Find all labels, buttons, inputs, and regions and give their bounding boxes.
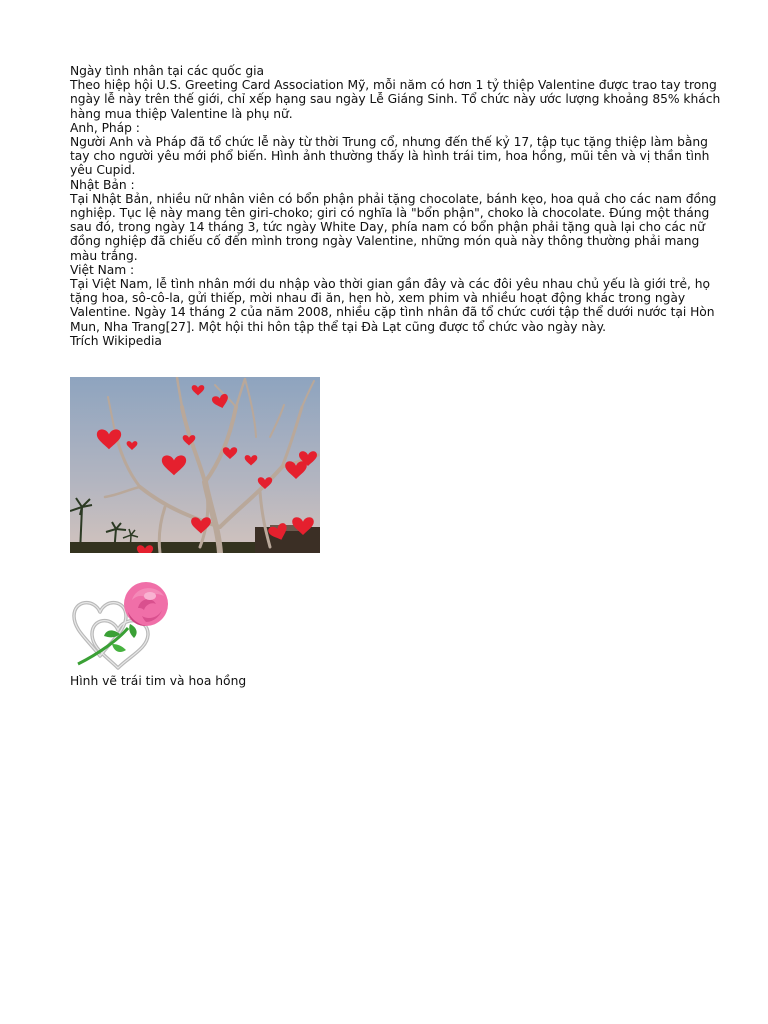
paragraph-uk-france: Người Anh và Pháp đã tổ chức lễ này từ thời Trung cổ, nhưng đến thế kỷ 17, tập tục tặng thiệp làm bằng tay cho người yêu mới phổ biến. Hình ảnh thường thấy là hình trái tim, hoa hồng, mũi tên và vị thần tình yêu Cupid.: [70, 135, 710, 178]
article-body: [70, 64, 730, 348]
paragraph-japan: Tại Nhật Bản, nhiều nữ nhân viên có bổn phận phải tặng chocolate, bánh kẹo, hoa quả cho các nam đồng nghiệp. Tục lệ này mang tên giri-choko; giri có nghĩa là "bổn phận", choko là chocolate. Đúng một tháng sau đó, trong ngày 14 tháng 3, tức ngày White Day, phía nam có bổn phận phải tặng quà lại cho các nữ đồng nghiệp đã chiếu cố đến mình trong ngày Valentine, những món quà này thông thường phải mang màu trắng.: [70, 191, 717, 263]
heading-vietnam: Việt Nam :: [70, 262, 135, 277]
paragraph-intro: Theo hiệp hội U.S. Greeting Card Association Mỹ, mỗi năm có hơn 1 tỷ thiệp Valentine được trao tay trong ngày lễ này trên thế giới, chỉ xếp hạng sau ngày Lễ Giáng Sinh. Tổ chức này ước lượng khoảng 85% khách hàng mua thiệp Valentine là phụ nữ.: [70, 78, 721, 121]
source-citation: Trích Wikipedia: [70, 333, 162, 348]
hearts-rose-icon: [68, 578, 173, 670]
heading-uk-france: Anh, Pháp :: [70, 120, 140, 135]
illustration-caption: Hình vẽ trái tim và hoa hồng: [70, 674, 247, 688]
hearts-tree-photo: [70, 377, 320, 553]
article-title: Ngày tình nhân tại các quốc gia: [70, 64, 264, 78]
heading-japan: Nhật Bản :: [70, 177, 135, 192]
paragraph-vietnam: Tại Việt Nam, lễ tình nhân mới du nhập vào thời gian gần đây và các đôi yêu nhau chủ yếu là giới trẻ, họ tặng hoa, sô-cô-la, gửi thiếp, mời nhau đi ăn, hẹn hò, xem phim và nhiều hoạt động khác trong ngày Valentine. Ngày 14 tháng 2 của năm 2008, nhiều cặp tình nhân đã tổ chức cưới tập thể dưới nước tại Hòn Mun, Nha Trang[27]. Một hội thi hôn tập thể tại Đà Lạt cũng được tổ chức vào ngày này.: [70, 277, 715, 334]
